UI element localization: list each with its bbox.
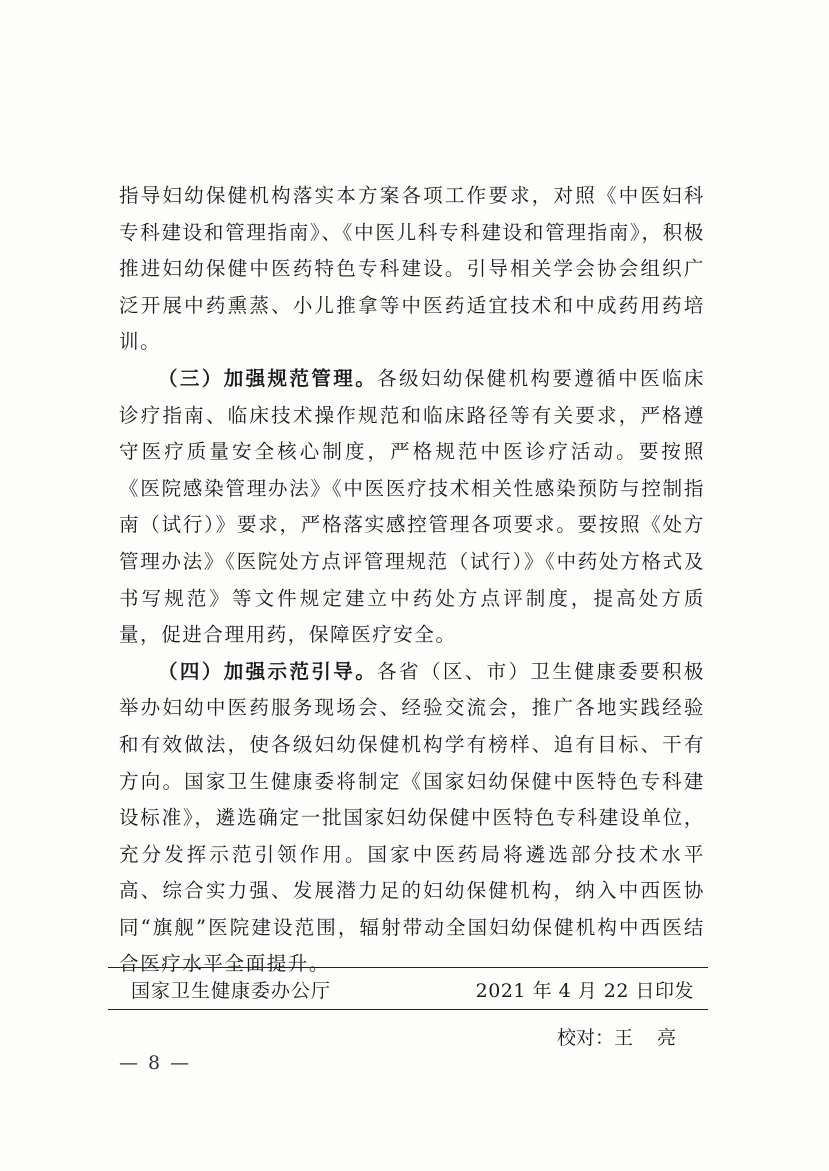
document-body	[119, 178, 705, 983]
issuer-name: 国家卫生健康委办公厅	[131, 980, 332, 1002]
issue-date: 2021 年 4 月 22 日印发	[475, 980, 694, 1002]
page-number: — 8 —	[119, 1052, 192, 1074]
footer-top-rule	[108, 967, 708, 968]
section-heading: （三）加强规范管理。	[158, 366, 378, 390]
footer-bottom-rule	[108, 1009, 708, 1010]
section-text: 各级妇幼保健机构要遵循中医临床诊疗指南、临床技术操作规范和临床路径等有关要求，严格遵守医疗质量安全核心制度，严格规范中医诊疗活动。要按照《医院感染管理办法》《中医医疗技术相关性感染预防与控制指南（试行）》要求，严格落实感控管理各项要求。要按照《处方管理办法》《医院处方点评管理规范（试行）》《中药处方格式及书写规范》等文件规定建立中药处方点评制度，提高处方质量，促进合理用药，保障医疗安全。	[119, 366, 705, 647]
proofreader-label: 校对：王	[556, 1027, 633, 1049]
proofreader-name: 亮	[656, 1027, 676, 1049]
proofreader-line	[557, 1023, 676, 1050]
section-text: 各省（区、市）卫生健康委要积极举办妇幼中医药服务现场会、经验交流会，推广各地实践经验和有效做法，使各级妇幼保健机构学有榜样、追有目标、干有方向。国家卫生健康委将制定《国家妇幼保健中医特色专科建设标准》，遴选确定一批国家妇幼保健中医特色专科建设单位，充分发挥示范引领作用。国家中医药局将遴选部分技术水平高、综合实力强、发展潜力足的妇幼保健机构，纳入中西医协同“旗舰”医院建设范围，辐射带动全国妇幼保健机构中西医结合医疗水平全面提升。	[119, 659, 705, 976]
paragraph-section-3	[119, 361, 705, 654]
section-heading: （四）加强示范引导。	[158, 659, 378, 683]
paragraph-section-4	[119, 654, 705, 983]
paragraph-continued: 指导妇幼保健机构落实本方案各项工作要求，对照《中医妇科专科建设和管理指南》、《中医儿科专科建设和管理指南》，积极推进妇幼保健中医药特色专科建设。引导相关学会协会组织广泛开展中药熏蒸、小儿推拿等中医药适宜技术和中成药用药培训。	[119, 184, 705, 354]
